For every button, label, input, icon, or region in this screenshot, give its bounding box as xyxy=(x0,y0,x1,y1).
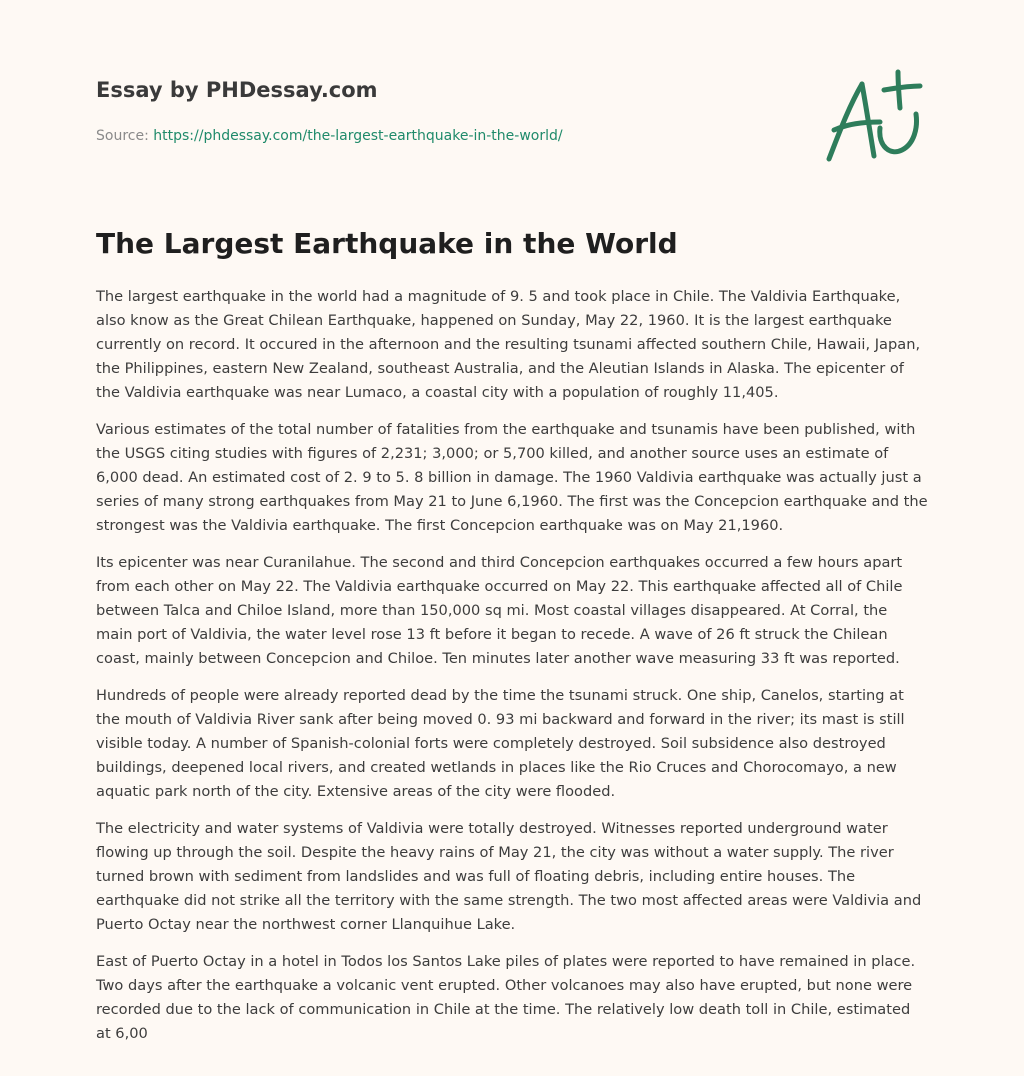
paragraph: The largest earthquake in the world had a magnitude of 9. 5 and took place in Chile. The Valdivia Earthquake, also know as the Great Chilean Earthquake, happened on Sunday, May 22, 1960. It is the largest earthquake currently on record. It occured in the afternoon and the resulting tsunami affected southern Chile, Hawaii, Japan, the Philippines, eastern New Zealand, southeast Australia, and the Aleutian Islands in Alaska. The epicenter of the Valdivia earthquake was near Lumaco, a coastal city with a population of roughly 11,405. xyxy=(96,288,921,401)
paragraph: The electricity and water systems of Valdivia were totally destroyed. Witnesses reported underground water flowing up through the soil. Despite the heavy rains of May 21, the city was without a water supply. The river turned brown with sediment from landslides and was full of floating debris, including entire houses. The earthquake did not strike all the territory with the same strength. The two most affected areas were Valdivia and Puerto Octay near the northwest corner Llanquihue Lake. xyxy=(96,820,922,933)
paragraph: Various estimates of the total number of fatalities from the earthquake and tsunamis have been published, with the USGS citing studies with figures of 2,231; 3,000; or 5,700 killed, and another source uses an estimate of 6,000 dead. An estimated cost of 2. 9 to 5. 8 billion in damage. The 1960 Valdivia earthquake was actually just a series of many strong earthquakes from May 21 to June 6,1960. The first was the Concepcion earthquake and the strongest was the Valdivia earthquake. The first Concepcion earthquake was on May 21,1960. xyxy=(96,421,928,534)
a-plus-logo-icon xyxy=(818,66,930,166)
site-title: Essay by PHDessay.com xyxy=(96,78,378,102)
a-plus-logo-svg xyxy=(818,66,930,166)
paragraph: East of Puerto Octay in a hotel in Todos los Santos Lake piles of plates were reported to have remained in place. Two days after the earthquake a volcanic vent erupted. Other volcanoes may also have erupted, but none were recorded due to the lack of communication in Chile at the time. The relatively low death toll in Chile, estimated at 6,00 xyxy=(96,953,916,1042)
essay-body xyxy=(96,285,928,1059)
source-line xyxy=(96,126,796,146)
paragraph: Hundreds of people were already reported dead by the time the tsunami struck. One ship, Canelos, starting at the mouth of Valdivia River sank after being moved 0. 93 mi backward and forward in the river; its mast is still visible today. A number of Spanish-colonial forts were completely destroyed. Soil subsidence also destroyed buildings, deepened local rivers, and created wetlands in places like the Rio Cruces and Chorocomayo, a new aquatic park north of the city. Extensive areas of the city were flooded. xyxy=(96,687,905,800)
paragraph: Its epicenter was near Curanilahue. The second and third Concepcion earthquakes occurred a few hours apart from each other on May 22. The Valdivia earthquake occurred on May 22. This earthquake affected all of Chile between Talca and Chiloe Island, more than 150,000 sq mi. Most coastal villages disappeared. At Corral, the main port of Valdivia, the water level rose 13 ft before it began to recede. A wave of 26 ft struck the Chilean coast, mainly between Concepcion and Chiloe. Ten minutes later another wave measuring 33 ft was reported. xyxy=(96,554,903,667)
page-header xyxy=(96,76,796,146)
essay-title: The Largest Earthquake in the World xyxy=(96,227,678,260)
source-label: Source: xyxy=(96,128,149,144)
source-link[interactable]: https://phdessay.com/the-largest-earthquake-in-the-world/ xyxy=(153,128,563,144)
